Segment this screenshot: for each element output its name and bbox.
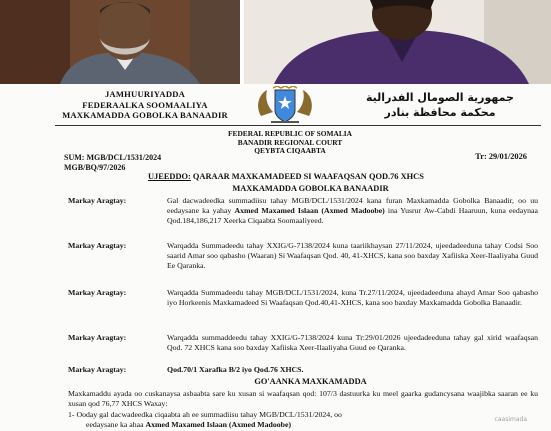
reference-numbers xyxy=(64,153,161,172)
entry-3 xyxy=(68,288,538,308)
section-title: GO'AANKA MAXKAMADDA xyxy=(254,377,367,386)
entry-text: Warqadda Summadeedu tahay MGB/DCL/1531/2024, kuna Tr.27/11/2024, ujeedadeeduna ahayd Amar Soo qabasho iyo Horkeenis Maxkamadeed Si Waafaqsan Qod.40,41-XHCS, kana soo baxday Maxkamadda Gobolka Banaadir. xyxy=(167,288,538,308)
entry-label: Markay Aragtay: xyxy=(68,365,127,374)
subject-label: UJEEDDO: xyxy=(148,172,191,181)
sum-reference: SUM: MGB/DCL/1531/2024 xyxy=(64,153,162,162)
document-date: Tr: 29/01/2026 xyxy=(475,152,527,161)
entry-label: Markay Aragtay: xyxy=(68,333,127,342)
decision-item-1: 1- Ooday gal dacwadeedka ciqaabta ah ee summadiisu tahay MGB/DCL/1531/2024, oo xyxy=(68,410,342,419)
header-english xyxy=(220,130,360,156)
decision-item-1-cont xyxy=(86,420,536,430)
entry-1 xyxy=(68,196,538,227)
header-somali-line-2: FEDERAALKA SOOMAALIYA xyxy=(82,99,208,110)
subject-text: QARAAR MAXKAMADEED SI WAAFAQSAN QOD.76 XHCS xyxy=(192,172,424,181)
entry-text xyxy=(167,196,538,227)
header-arabic xyxy=(355,90,525,120)
header-arabic-line-1: جمهورية الصومال الفدرالية xyxy=(366,91,514,104)
man-portrait-right-icon xyxy=(244,0,551,84)
photo-right xyxy=(244,0,551,84)
entry-label: Markay Aragtay: xyxy=(68,196,127,205)
photo-left xyxy=(0,0,240,84)
entry-text-b: ina Yusrur Aw-Cabdi Haaruun, kuna eedaynaa Qod.184,186,217 Xeerka Ciqaabta Soomaaliyeed. xyxy=(167,206,538,226)
header-arabic-line-2: محكمة محافظة بنادر xyxy=(384,106,496,119)
entry-label: Markay Aragtay: xyxy=(68,241,127,250)
entry-text xyxy=(167,365,538,375)
entry-text-a: Gal dacwadeedka summadiisu tahay MGB/DCL/1531/2024 kana furan Maxkamadda Gobolka Banaadir, oo uu eedaysane ka yahay xyxy=(167,196,538,216)
entry-2 xyxy=(68,241,538,272)
bq-reference: MGB/BQ/97/2026 xyxy=(64,162,126,172)
decision-paragraph: Maxkamaddu ayada oo cuskanaysa asbaabta sare ku xusan si waafaqsan qod: 107/3 dastuurka ku meel gaarka gudancysana waajibka saaran ee ku xusan qod 76,77 XHCS Waxay: xyxy=(68,389,538,409)
somalia-coat-of-arms-icon xyxy=(253,86,317,126)
header-english-line-1: FEDERAL REPUBLIC OF SOMALIA xyxy=(228,129,352,138)
header-english-line-2: BANADIR REGIONAL COURT xyxy=(237,137,343,147)
entry-text: Warqadda Summadeedu tahay XXIG/G-7138/2024 kuna taariikhaysan 27/11/2024, ujeedadeeduna tahay Codsi Soo saarid Amar soo qabasho (Waaran) Si Waafaqsan Qod. 40, 41-XHCS, kana soo baxday Xafiiska Xeer-Ilaaliyaha Guud Ee Qaranka. xyxy=(167,241,538,271)
entry-4 xyxy=(68,333,538,353)
entry-5 xyxy=(68,365,538,375)
header-somali xyxy=(60,89,230,121)
man-portrait-left-icon xyxy=(0,0,240,84)
header-english-line-3: QEYBTA CIQAABTA xyxy=(254,146,326,156)
entry-text: Warqadda summaddeedu tahay XXIG/G-7138/2024 kuna Tr:29/01/2026 ujeedadeeduna tahay gal xirid waafaqsan Qod. 72 XHCS kana soo baxday Xafiiska Xeer-Ilaaliyaha Guud ee Qaranka. xyxy=(167,333,538,353)
court-title: MAXKAMADDA GOBOLKA BANAADIR xyxy=(232,184,389,193)
court-document xyxy=(0,84,551,431)
watermark: caasimada xyxy=(494,416,527,423)
header-rule xyxy=(55,125,541,126)
decision-item-text: eedaysane ka ahaa xyxy=(86,420,146,429)
entry-text-bold: Axmed Maxamed Islaan (Axmed Madoobe) xyxy=(234,206,385,216)
entry-label: Markay Aragtay: xyxy=(68,288,127,297)
subject-line xyxy=(148,172,424,181)
decision-item-bold: Axmed Maxamed Islaan (Axmed Madoobe) xyxy=(145,420,292,429)
header-somali-line-3: MAXKAMADDA GOBOLKA BANAADIR xyxy=(62,110,228,120)
entry-text-bold: Qod.70/1 Xarafka B/2 iyo Qod.76 XHCS. xyxy=(167,365,304,374)
header-somali-line-1: JAMHUURIYADDA xyxy=(104,89,186,99)
